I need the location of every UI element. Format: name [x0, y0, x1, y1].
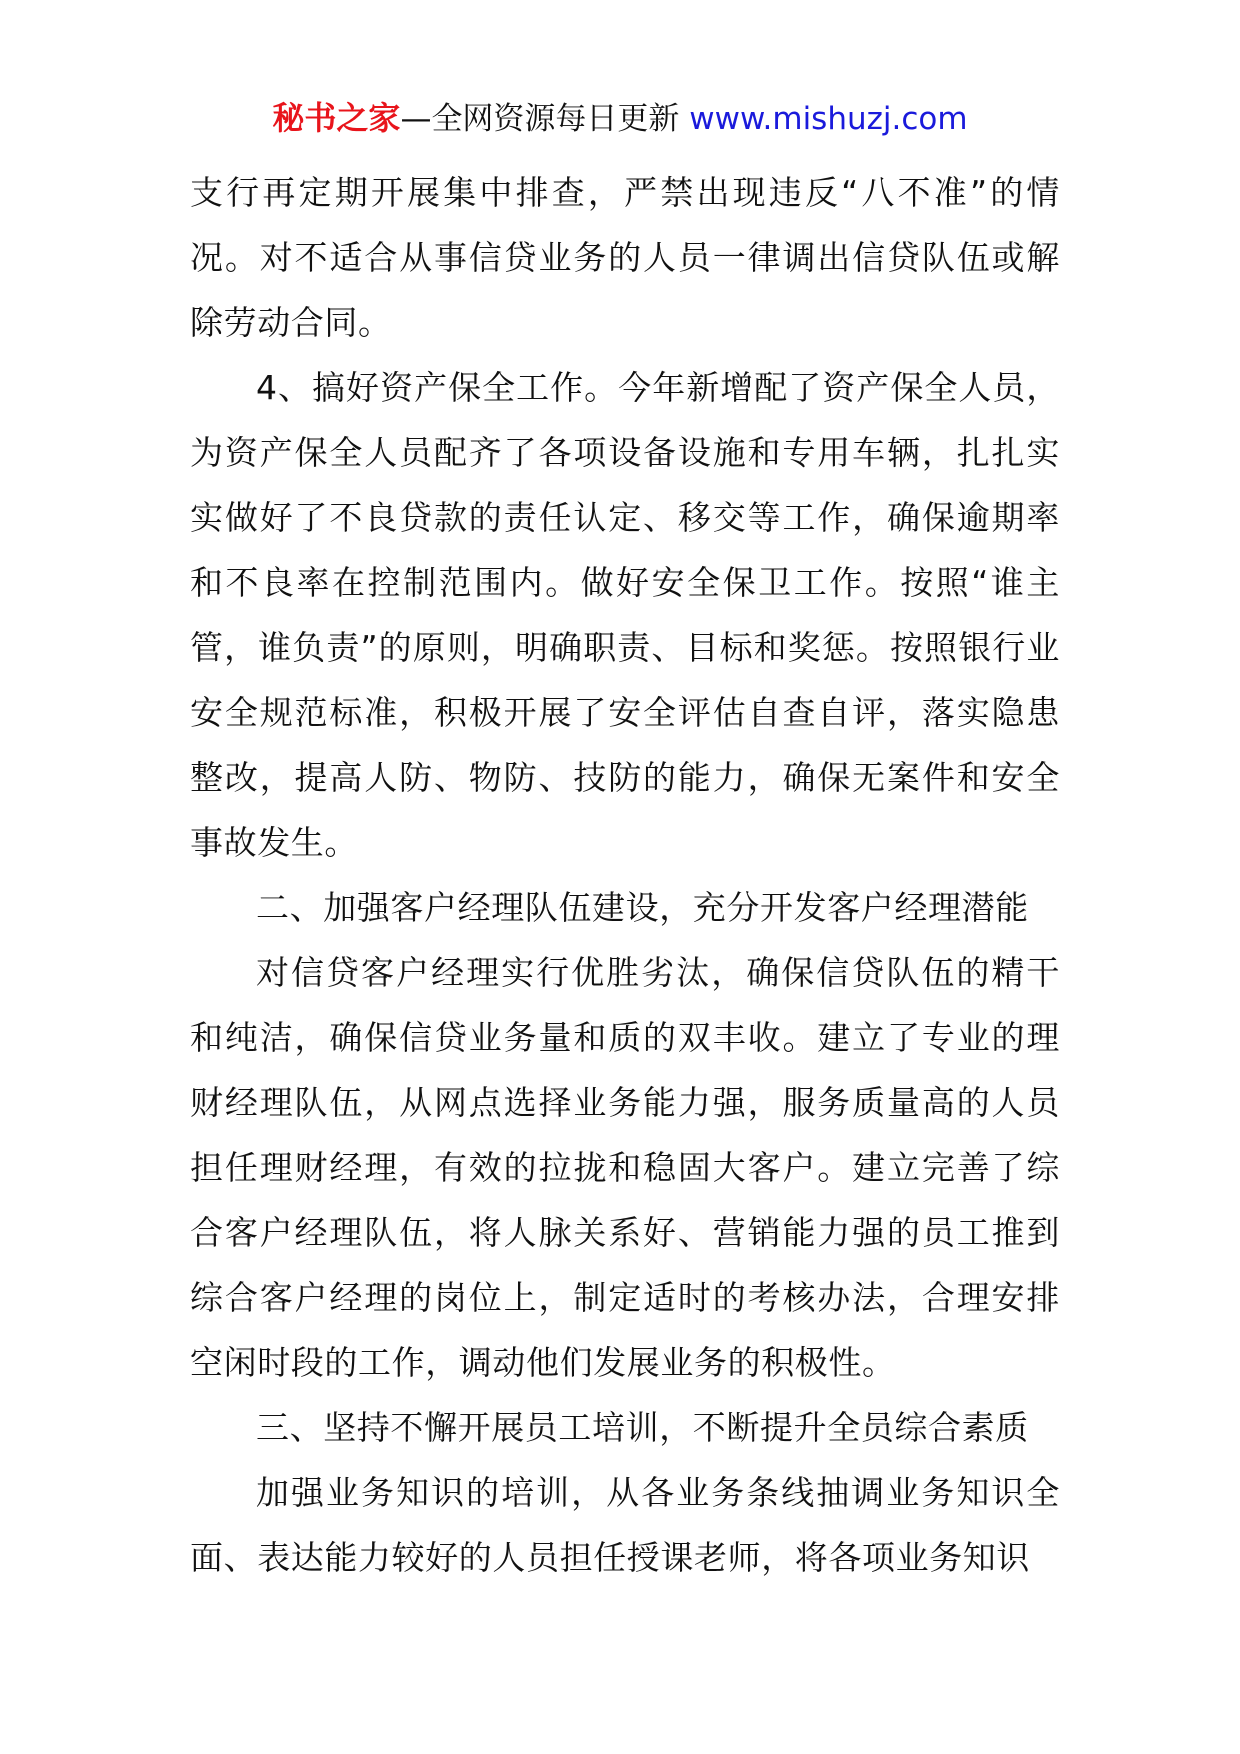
page-header	[0, 98, 1240, 139]
paragraph-asset-preservation: 4、搞好资产保全工作。今年新增配了资产保全人员，为资产保全人员配齐了各项设备设施和专用车辆，扎扎实实做好了不良贷款的责任认定、移交等工作，确保逾期率和不良率在控制范围内。做好安全保卫工作。按照“谁主管，谁负责”的原则，明确职责、目标和奖惩。按照银行业安全规范标准，积极开展了安全评估自查自评，落实隐患整改，提高人防、物防、技防的能力，确保无案件和安全事故发生。	[190, 368, 1060, 862]
section-heading-3: 三、坚持不懈开展员工培训，不断提升全员综合素质	[256, 1408, 1029, 1447]
brand-name: 秘书之家	[272, 99, 401, 137]
section-heading-2: 二、加强客户经理队伍建设，充分开发客户经理潜能	[256, 888, 1029, 927]
paragraph-continuation: 支行再定期开展集中排查，严禁出现违反“八不准”的情况。对不适合从事信贷业务的人员一律调出信贷队伍或解除劳动合同。	[190, 173, 1060, 342]
document-body	[190, 160, 1060, 1590]
paragraph-customer-managers: 对信贷客户经理实行优胜劣汰，确保信贷队伍的精干和纯洁，确保信贷业务量和质的双丰收。建立了专业的理财经理队伍，从网点选择业务能力强，服务质量高的人员担任理财经理，有效的拉拢和稳固大客户。建立完善了综合客户经理队伍，将人脉关系好、营销能力强的员工推到综合客户经理的岗位上，制定适时的考核办法，合理安排空闲时段的工作，调动他们发展业务的积极性。	[190, 953, 1060, 1382]
header-slogan: —全网资源每日更新	[400, 101, 680, 137]
site-url-link[interactable]: www.mishuzj.com	[689, 101, 968, 137]
paragraph-training: 加强业务知识的培训，从各业务条线抽调业务知识全面、表达能力较好的人员担任授课老师，将各项业务知识	[190, 1473, 1060, 1577]
